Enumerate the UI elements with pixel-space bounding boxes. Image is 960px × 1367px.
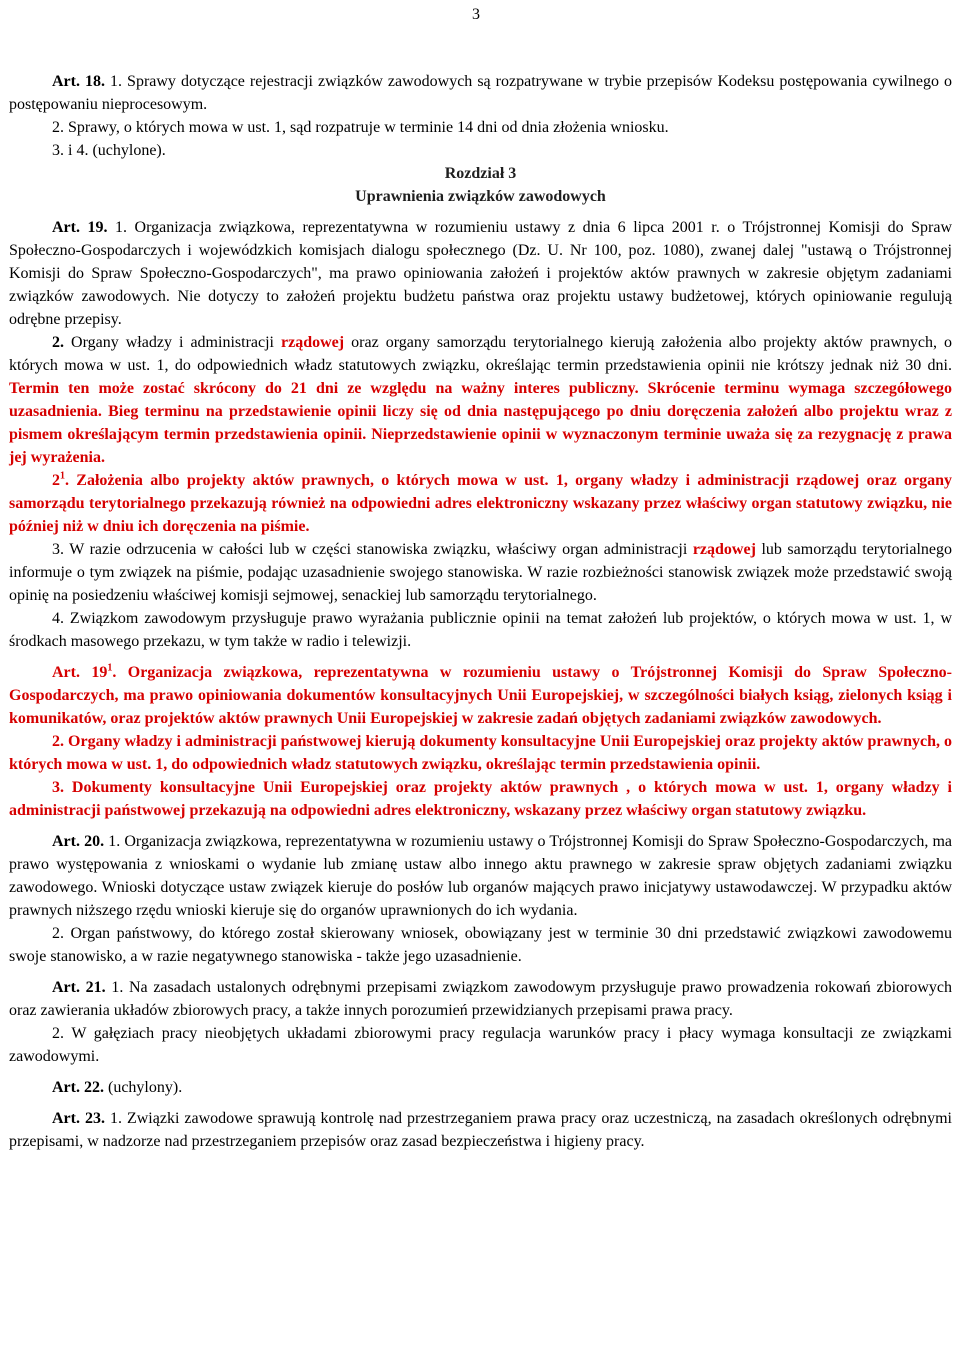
chapter-title: Uprawnienia związków zawodowych — [355, 188, 606, 205]
art20-para2: 2. Organ państwowy, do którego został skierowany wniosek, obowiązany jest w terminie 30 dni przedstawić związkowi zawodowemu swoje stanowisko, a w razie negatywnego stanowiska - także jego uzasadnienie. — [9, 925, 952, 965]
art21-para1 — [9, 976, 952, 1022]
art18-para3: 3. i 4. (uchylone). — [52, 142, 166, 159]
art19-1-heading-text: Art. 19 — [52, 664, 108, 681]
art23-para1 — [9, 1107, 952, 1153]
art19-1-heading-dot: . — [112, 664, 117, 681]
art19-1-para2: 2. Organy władzy i administracji państwowej kierują dokumenty konsultacyjne Unii Europejskiej oraz projekty aktów prawnych, o których mowa w ust. 1, do odpowiednich władz statutowych związku, określając termin przedstawienia opinii. — [9, 733, 952, 773]
art22-para1 — [9, 1076, 952, 1099]
art19-para4: 4. Związkom zawodowym przysługuje prawo wyrażania publicznie opinii na temat założeń lub projektów, o których mowa w ust. 1, w środkach masowego przekazu, w tym także w radio i telewizji. — [9, 610, 952, 650]
art19-para3-text-b: lub samorządu terytorialnego informuje o tym związek na piśmie, podając uzasadnienie swojego stanowiska. W razie rozbieżności stanowisk związek może przedstawić swoją opinię na posiedzeniu właściwej komisji sejmowej, senackiej lub samorządu terytorialnego. — [9, 541, 952, 604]
art19-para2-text-a: Organy władzy i administracji — [64, 334, 282, 351]
art22-heading: Art. 22. — [52, 1079, 104, 1096]
art18-para1 — [9, 70, 952, 116]
art19-para2-text-b: oraz organy samorządu terytorialnego kierują założenia albo projekty aktów prawnych, o których mowa w ust. 1, do odpowiednich władz statutowych związku, określając termin przedstawienia opinii nie krótszy jednak niż 30 dni. — [9, 334, 953, 374]
art18-heading: Art. 18. — [52, 73, 106, 90]
art19-para2-1-number: 2 — [52, 472, 60, 489]
art23-heading: Art. 23. — [52, 1110, 105, 1127]
art19-para2-number: 2. — [52, 334, 64, 351]
art21-para1-text: 1. Na zasadach ustalonych odrębnymi przepisami związkom zawodowym przysługuje prawo prowadzenia rokowań zbiorowych oraz zawierania układów zbiorowych pracy, a także innych porozumień przewidzianych przepisami prawa pracy. — [9, 979, 952, 1019]
art19-1-para3: 3. Dokumenty konsultacyjne Unii Europejskiej oraz projekty aktów prawnych , o których mowa w ust. 1, organy władzy i administracji państwowej przekazują na odpowiedni adres elektroniczny, wskazany przez właściwy organ statutowy związku. — [9, 779, 952, 819]
art19-para2-1-sup: 1 — [60, 470, 65, 482]
art19-para3-text-a: 3. W razie odrzucenia w całości lub w części stanowiska związku, właściwy organ administracji — [52, 541, 693, 558]
art19-1-para1 — [9, 661, 952, 730]
art22-para1-text: (uchylony). — [103, 1079, 183, 1096]
art19-para1 — [9, 216, 952, 331]
document-body — [9, 70, 952, 1153]
art20-heading: Art. 20. — [52, 833, 105, 850]
art18-para1-text: 1. Sprawy dotyczące rejestracji związków zawodowych są rozpatrywane w trybie przepisów Kodeksu postępowania cywilnego o postępowaniu nieprocesowym. — [9, 73, 953, 113]
art19-para2-1 — [9, 469, 952, 538]
art19-para2-amendment-word: rządowej — [281, 334, 345, 351]
art19-para1-text: 1. Organizacja związkowa, reprezentatywna w rozumieniu ustawy z dnia 6 lipca 2001 r. o Trójstronnej Komisji do Spraw Społeczno-Gospodarczych i wojewódzkich komisjach dialogu społecznego (Dz. U. Nr 100, poz. 1080), zwanej dalej "ustawą o Trójstronnej Komisji do Spraw Społeczno-Gospodarczych", ma prawo opiniowania założeń i projektów aktów prawnych w zakresie objętym zadaniami związków zawodowych. Nie dotyczy to założeń projektu budżetu państwa oraz projektu ustawy budżetowej, których opiniowanie regulują odrębne przepisy. — [9, 219, 952, 328]
art19-1-para1-text: Organizacja związkowa, reprezentatywna w rozumieniu ustawy o Trójstronnej Komisji do Spraw Społeczno-Gospodarczych, ma prawo opiniowania dokumentów konsultacyjnych Unii Europejskiej, w szczególności białych ksiąg, zielonych ksiąg i komunikatów, oraz projektów aktów prawnych Unii Europejskiej w zakresie zadań objętych zadaniami związków zawodowych. — [9, 664, 953, 727]
page-number: 3 — [472, 6, 480, 23]
art19-para3-amendment-word: rządowej — [692, 541, 756, 558]
art19-1-heading — [52, 664, 116, 681]
art21-para2: 2. W gałęziach pracy nieobjętych układami zbiorowymi pracy regulacja warunków pracy i płacy wymaga konsultacji ze związkami zawodowymi. — [9, 1025, 952, 1065]
art18-para2: 2. Sprawy, o których mowa w ust. 1, sąd rozpatruje w terminie 14 dni od dnia złożenia wniosku. — [52, 119, 669, 136]
art20-para1 — [9, 830, 952, 922]
art19-para3 — [9, 538, 952, 607]
art19-heading: Art. 19. — [52, 219, 108, 236]
art19-para2-1-text: . Założenia albo projekty aktów prawnych, o których mowa w ust. 1, organy władzy i administracji rządowej oraz organy samorządu terytorialnego przekazują również na odpowiedni adres elektroniczny wskazany przez właściwy organ statutowy związku, nie później niż w dniu ich doręczenia na piśmie. — [9, 472, 952, 535]
art20-para1-text: 1. Organizacja związkowa, reprezentatywna w rozumieniu ustawy o Trójstronnej Komisji do Spraw Społeczno-Gospodarczych, ma prawo występowania z wnioskami o wydanie lub zmianę ustaw albo innego aktu prawnego w zakresie spraw objętych zadaniami związku zawodowego. Wnioski dotyczące ustaw związek kieruje do posłów lub organów mających prawo inicjatywy ustawodawczej. W przypadku aktów prawnych niższego rzędu wnioski kieruje się do organów uprawnionych do ich wydania. — [9, 833, 952, 919]
art21-heading: Art. 21. — [52, 979, 106, 996]
chapter-number: Rozdział 3 — [444, 165, 517, 182]
art23-para1-text: 1. Związki zawodowe sprawują kontrolę nad przestrzeganiem prawa pracy oraz uczestniczą, na zasadach określonych odrębnymi przepisami, w nadzorze nad przestrzeganiem przepisów oraz zasad bezpieczeństwa i higieny pracy. — [9, 1110, 953, 1150]
art19-1-heading-sup: 1 — [107, 662, 113, 674]
art19-para2-amendment-text: Termin ten może zostać skrócony do 21 dni ze względu na ważny interes publiczny. Skrócenie terminu wymaga szczegółowego uzasadnienia. Bieg terminu na przedstawienie opinii liczy się od dnia następującego po dniu doręczenia założeń albo projektu wraz z pismem określającym termin przedstawienia opinii. Nieprzedstawienie opinii w wyznaczonym terminie uważa się za rezygnację z prawa jej wyrażenia. — [9, 380, 952, 466]
art19-para2 — [9, 331, 952, 469]
